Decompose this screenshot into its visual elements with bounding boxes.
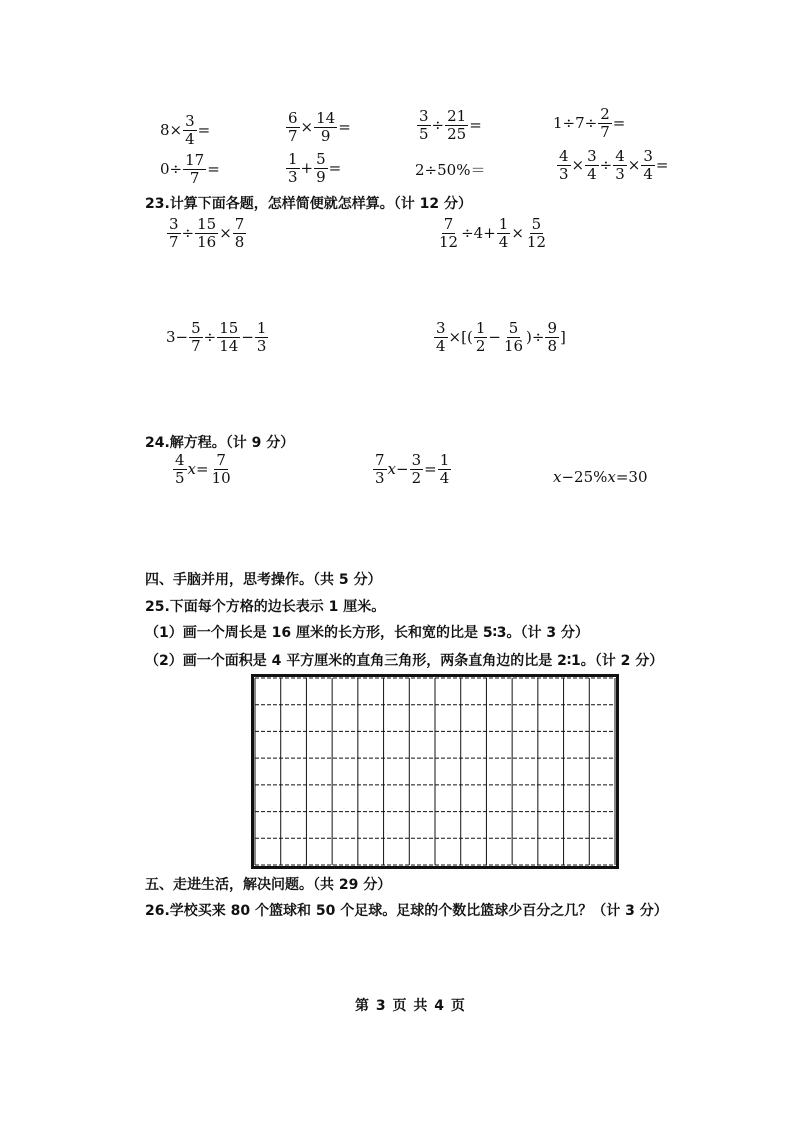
calc-r1-1: 8× $\frac{3}{4}$ = [160, 112, 211, 149]
q23-expr-4: $\frac{3}{4}$ ×[( $\frac{1}{2}$ − $\frac{5}{16}$ )÷ $\frac{9}{8}$ ] [436, 319, 566, 356]
q23-expr-2: $\frac{7}{12}$ ÷4+ $\frac{1}{4}$ × $\frac{5}{12}$ [439, 215, 546, 252]
calc-r2-2: $\frac{1}{3}$ + $\frac{5}{9}$ = [288, 150, 342, 187]
grid-lines [251, 674, 619, 869]
q24-eq-2: $\frac{7}{3}$ x− $\frac{3}{2}$ = $\frac{1}{4}$ [375, 451, 450, 488]
calc-r1-2: $\frac{6}{7}$ × $\frac{14}{9}$ = [288, 109, 351, 146]
calc-r2-4: $\frac{4}{3}$ × $\frac{3}{4}$ ÷ $\frac{4}{3}$ × $\frac{3}{4}$ = [559, 147, 669, 184]
calc-r2-1: 0÷ $\frac{17}{7}$ = [160, 151, 220, 188]
calc-r2-3: 2÷50%＝ [415, 161, 486, 179]
q24-title: 24.解方程。（计 9 分） [145, 435, 295, 451]
calc-r1-3: $\frac{3}{5}$ ÷ $\frac{21}{25}$ = [419, 107, 482, 144]
square-grid[interactable] [251, 674, 619, 869]
q24-eq-1: $\frac{4}{5}$ x= $\frac{7}{10}$ [175, 451, 231, 488]
q26-text: 26.学校买来 80 个篮球和 50 个足球。足球的个数比篮球少百分之几？（计 3 分） [145, 903, 668, 919]
page-footer: 第 3 页 共 4 页 [355, 998, 466, 1014]
q24-eq-3: x−25%x=30 [553, 468, 648, 486]
q25-part1: （1）画一个周长是 16 厘米的长方形，长和宽的比是 5∶3。（计 3 分） [145, 625, 589, 641]
calc-r1-4: 1÷7÷ $\frac{2}{7}$ = [553, 105, 626, 142]
q25-part2: （2）画一个面积是 4 平方厘米的直角三角形，两条直角边的比是 2∶1。（计 2 分） [145, 653, 664, 669]
q23-expr-3: 3− $\frac{5}{7}$ ÷ $\frac{15}{14}$ − $\frac{1}{3}$ [166, 319, 267, 356]
section4-title: 四、手脑并用，思考操作。（共 5 分） [145, 572, 382, 588]
q23-expr-1: $\frac{3}{7}$ ÷ $\frac{15}{16}$ × $\frac{7}{8}$ [169, 215, 245, 252]
section5-title: 五、走进生活，解决问题。（共 29 分） [145, 877, 392, 893]
q25-text: 25.下面每个方格的边长表示 1 厘米。 [145, 599, 386, 615]
q23-title: 23.计算下面各题，怎样简便就怎样算。（计 12 分） [145, 196, 473, 212]
